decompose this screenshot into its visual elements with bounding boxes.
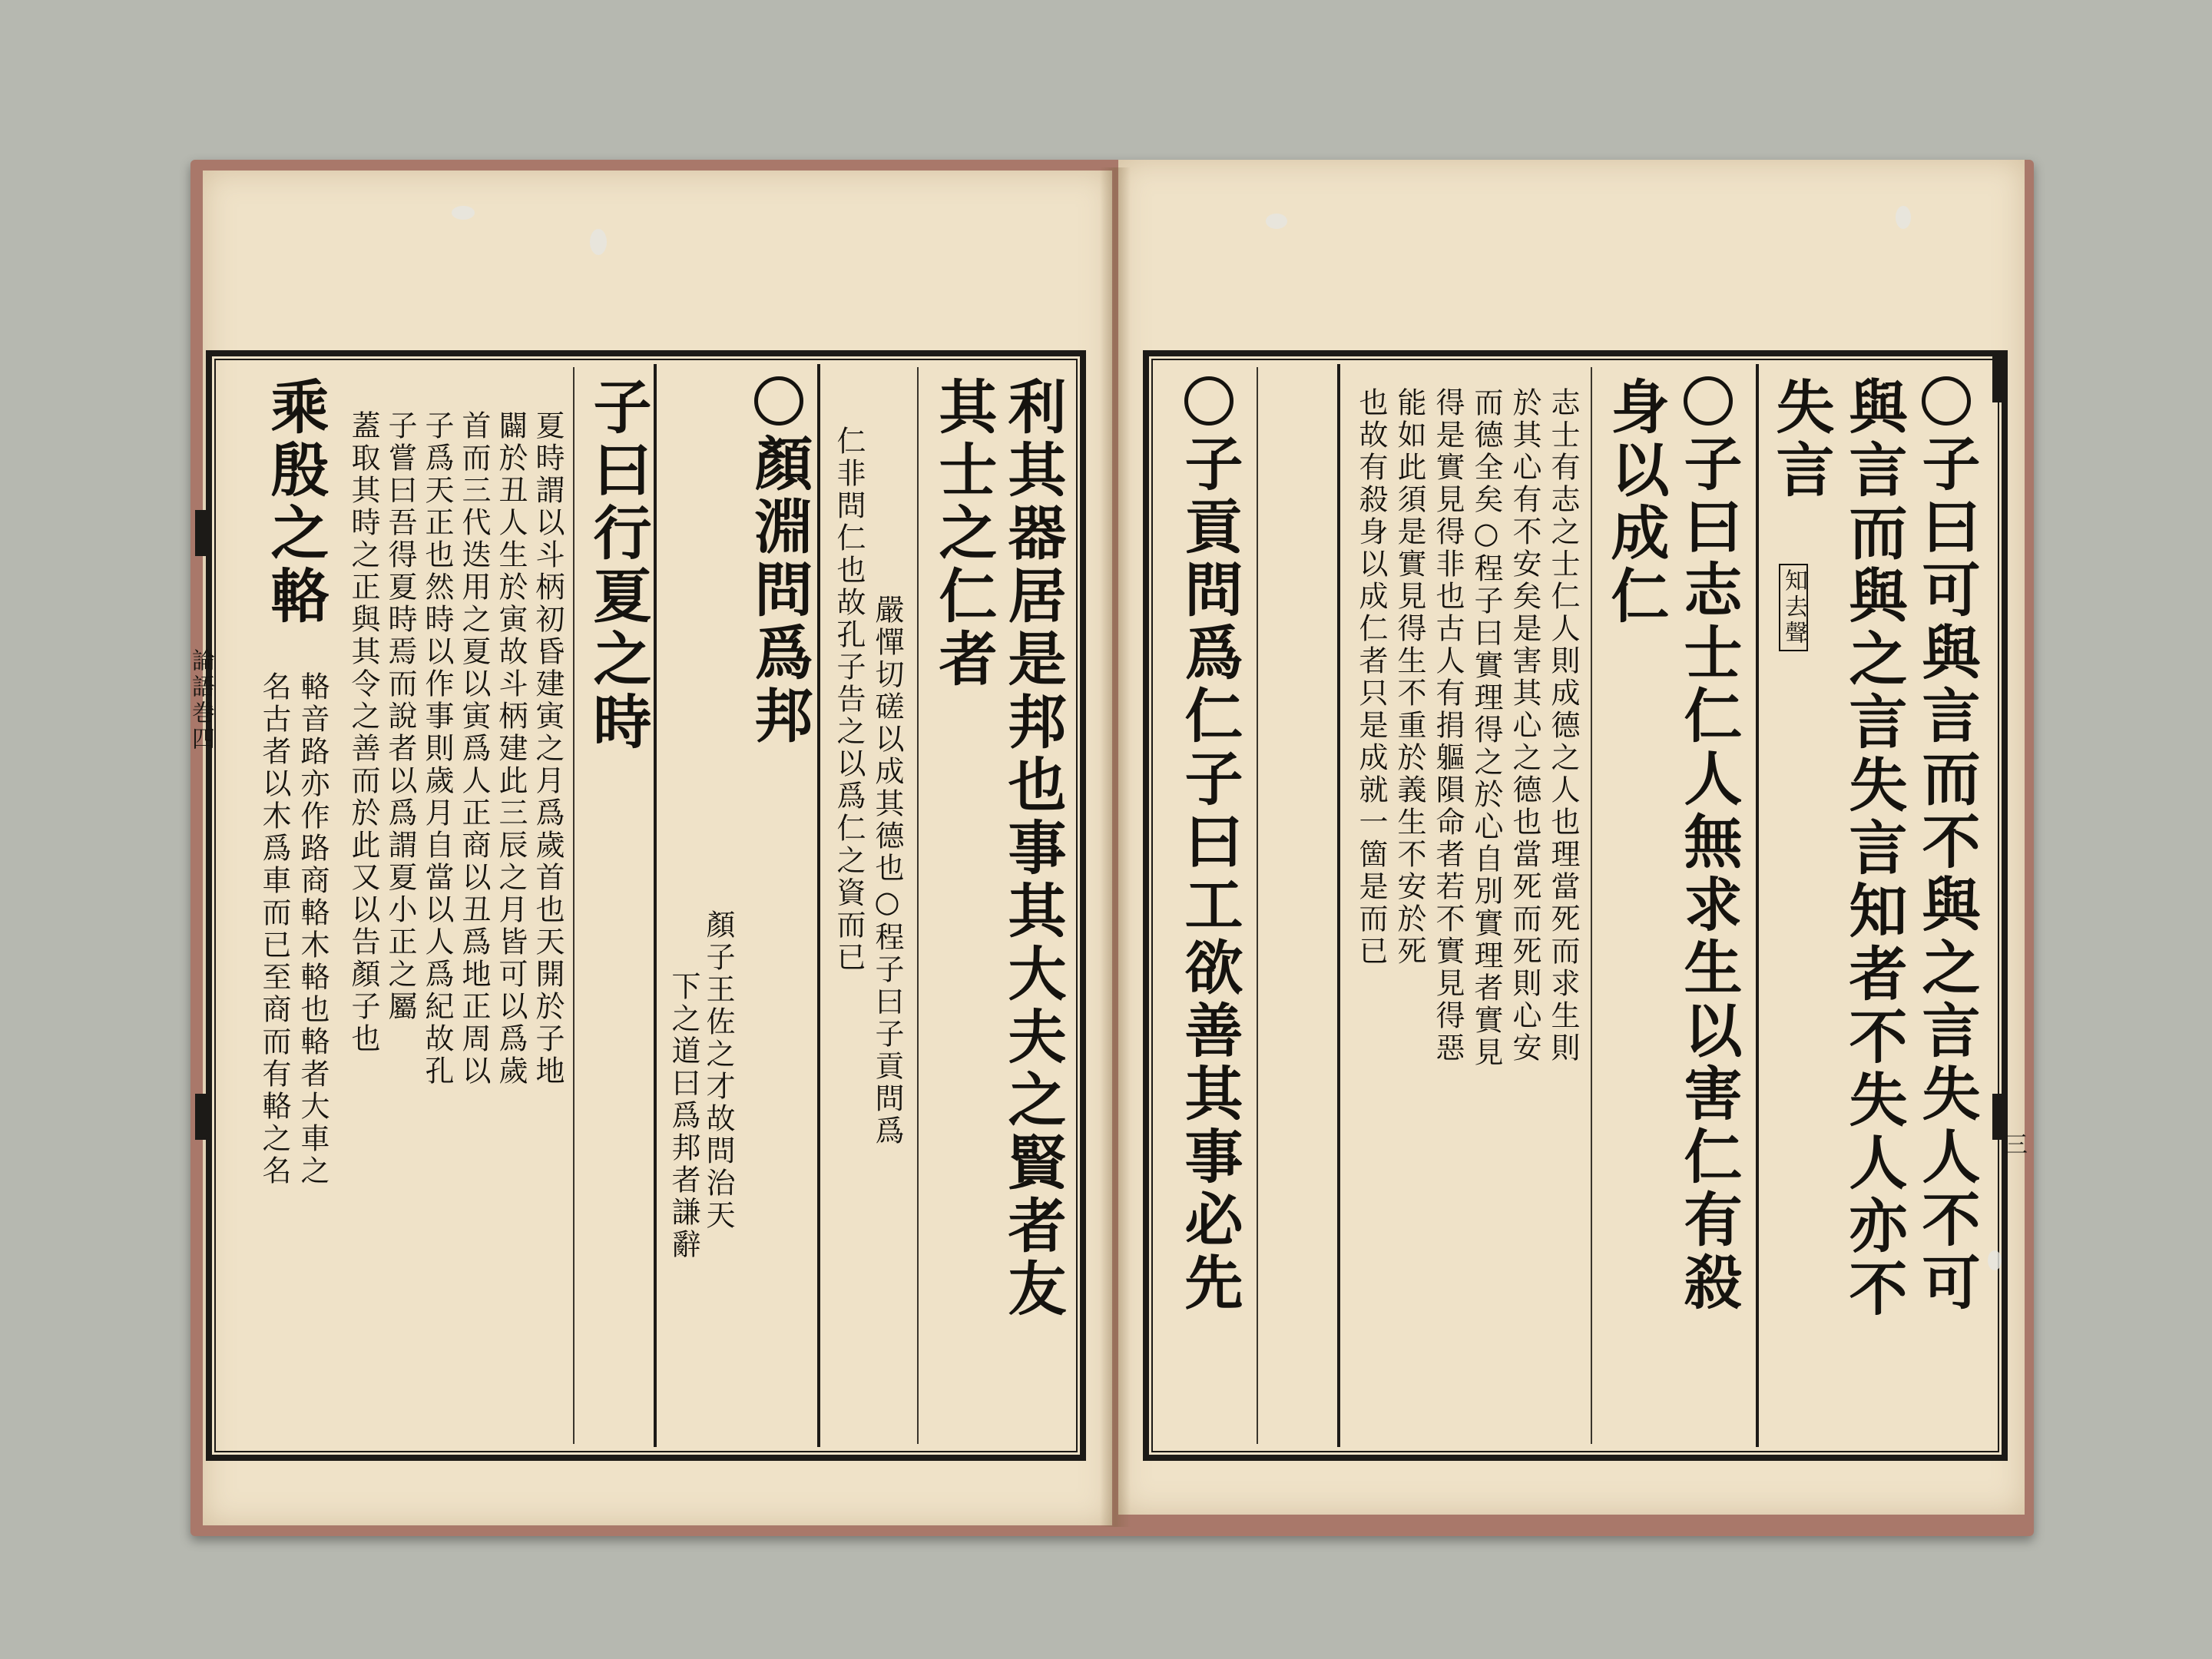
right-col-1: 子曰可與言而不與之言失人不可 — [1917, 376, 1975, 1315]
left-col-2: 其士之仁者 — [929, 376, 998, 691]
right-fold-marker-top — [1992, 356, 2003, 402]
column-rule — [1337, 364, 1340, 1447]
column-rule — [917, 367, 919, 1444]
left-col-10: 闢於丑人生於寅故斗柄建此三辰之月皆可以爲歲 — [494, 410, 528, 1088]
section-circle-icon — [1684, 376, 1733, 426]
left-col-3: 嚴憚切磋以成其德也○程子曰子貢問爲 — [870, 594, 904, 1147]
right-col-12: 也故有殺身以成仁者只是成就一箇是而已 — [1354, 387, 1388, 968]
left-col-9: 夏時謂以斗柄初昏建寅之月爲歲首也天開於子地 — [531, 410, 565, 1088]
left-col-6: 顏子王佐之才故問治天 — [701, 909, 735, 1232]
book-gutter — [1100, 167, 1131, 1527]
left-col-14: 蓋取其時之正與其令之善而於此又以告顏子也 — [346, 410, 380, 1055]
right-col-6: 身以成仁 — [1601, 376, 1670, 628]
column-rule — [817, 364, 820, 1447]
left-page-text-frame — [187, 350, 1086, 1461]
column-rule — [573, 367, 575, 1444]
left-col-1: 利其器居是邦也事其大夫之賢者友 — [998, 376, 1067, 1321]
wormhole-damage — [1896, 206, 1911, 229]
left-col-11: 首而三代迭用之夏以寅爲人正商以丑爲地正周以 — [457, 410, 491, 1088]
left-col-4: 仁非問仁也故孔子告之以爲仁之資而已 — [832, 426, 866, 974]
left-margin-label: 論語巻四 — [187, 648, 214, 753]
pronunciation-note: 知去聲 — [1779, 564, 1808, 651]
column-rule — [654, 364, 657, 1447]
wormhole-damage — [1266, 214, 1287, 229]
column-rule — [1591, 367, 1592, 1444]
column-rule — [1756, 364, 1759, 1447]
left-col-15: 乘殷之輅 — [261, 376, 329, 628]
left-fold-marker-top — [195, 510, 206, 556]
right-col-10: 得是實見得非也古人有捐軀隕命者若不實見得惡 — [1431, 387, 1465, 1065]
right-margin-label: 三 — [2000, 1132, 2027, 1158]
left-col-16: 輅音路亦作路商輅木輅也輅者大車之 — [296, 671, 329, 1187]
wormhole-damage — [590, 229, 607, 255]
right-col-11: 能如此須是實見得生不重於義生不安於死 — [1392, 387, 1426, 968]
right-col-13: 子貢問爲仁子曰工欲善其事必先 — [1180, 376, 1238, 1315]
right-col-2: 與言而與之言失言知者不失人亦不 — [1839, 376, 1908, 1321]
right-col-5: 子曰志士仁人無求生以害仁有殺 — [1679, 376, 1737, 1315]
open-book — [187, 160, 2034, 1536]
right-page-text-frame — [1143, 350, 2027, 1461]
right-col-7: 志士有志之士仁人則成德之人也理當死而求生則 — [1546, 387, 1580, 1065]
left-col-13: 子嘗曰吾得夏時焉而說者以爲謂夏小正之屬 — [383, 410, 417, 1023]
wormhole-damage — [452, 206, 475, 220]
left-col-12: 子爲天正也然時以作事則歲月自當以人爲紀故孔 — [420, 410, 454, 1088]
wormhole-damage — [1988, 1250, 2002, 1270]
left-col-5: 顏淵問爲邦 — [750, 376, 808, 748]
column-rule — [1257, 367, 1258, 1444]
section-circle-icon — [1922, 376, 1971, 426]
left-col-7: 下之道曰爲邦者謙辭 — [667, 971, 700, 1261]
right-col-4 — [1779, 564, 1808, 651]
left-fold-marker-bottom — [195, 1094, 206, 1140]
left-col-8: 子曰行夏之時 — [584, 376, 652, 754]
right-col-8: 於其心有不安矣是害其心之德也當死而死則心安 — [1508, 387, 1541, 1065]
right-col-9: 而德全矣○程子曰實理得之於心自別實理者實見 — [1469, 387, 1503, 1069]
right-col-3: 失言 — [1767, 376, 1835, 502]
left-col-17: 名古者以木爲車而已至商而有輅之名 — [257, 671, 291, 1187]
section-circle-icon — [1184, 376, 1233, 426]
section-circle-icon — [754, 376, 803, 426]
